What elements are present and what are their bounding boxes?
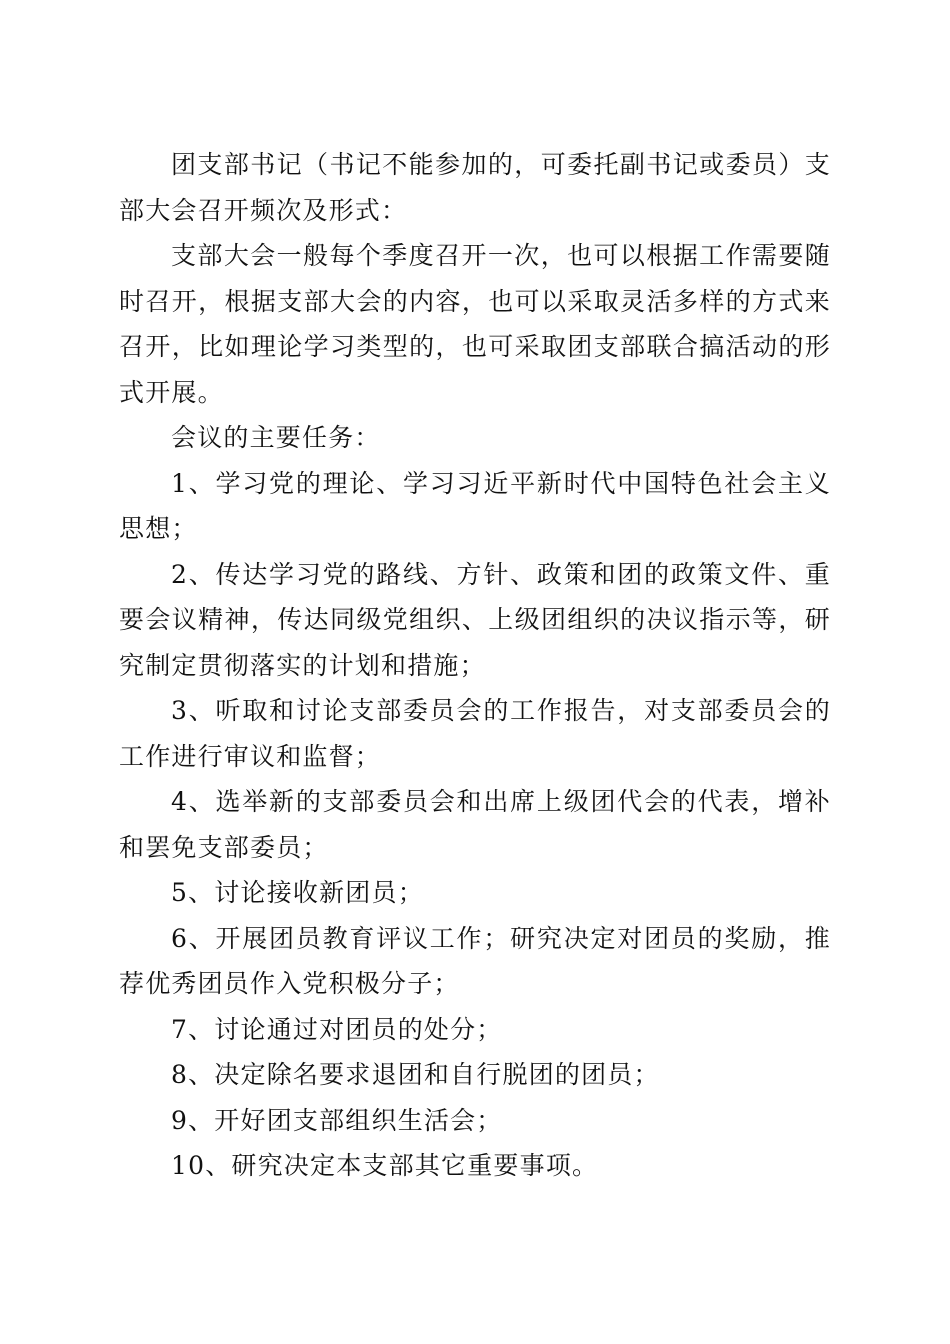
paragraph-meeting-frequency: 支部大会一般每个季度召开一次，也可以根据工作需要随时召开，根据支部大会的内容，也可以采取灵活多样的方式来召开，比如理论学习类型的，也可采取团支部联合搞活动的形式开展。 [119, 241, 831, 407]
list-item-task-1: 1、学习党的理论、学习习近平新时代中国特色社会主义思想； [119, 468, 831, 543]
paragraph-main-tasks-heading: 会议的主要任务： [171, 423, 381, 452]
list-item-task-3: 3、听取和讨论支部委员会的工作报告，对支部委员会的工作进行审议和监督； [119, 696, 831, 771]
list-item-task-8: 8、决定除名要求退团和自行脱团的团员； [171, 1060, 660, 1089]
list-item-task-2: 2、传达学习党的路线、方针、政策和团的政策文件、重要会议精神，传达同级党组织、上级团组织的决议指示等，研究制定贯彻落实的计划和措施； [119, 559, 831, 680]
list-item-task-5: 5、讨论接收新团员； [171, 878, 424, 907]
list-item-task-6: 6、开展团员教育评议工作；研究决定对团员的奖励，推荐优秀团员作入党积极分子； [119, 923, 831, 998]
list-item-task-4: 4、选举新的支部委员会和出席上级团代会的代表，增补和罢免支部委员； [119, 787, 831, 862]
list-item-task-7: 7、讨论通过对团员的处分； [171, 1014, 503, 1044]
document-body [119, 142, 831, 1189]
list-item-task-9: 9、开好团支部组织生活会； [171, 1105, 503, 1135]
list-item-task-10: 10、研究决定本支部其它重要事项。 [171, 1151, 599, 1180]
paragraph-meeting-intro: 团支部书记（书记不能参加的，可委托副书记或委员）支部大会召开频次及形式： [119, 150, 831, 225]
